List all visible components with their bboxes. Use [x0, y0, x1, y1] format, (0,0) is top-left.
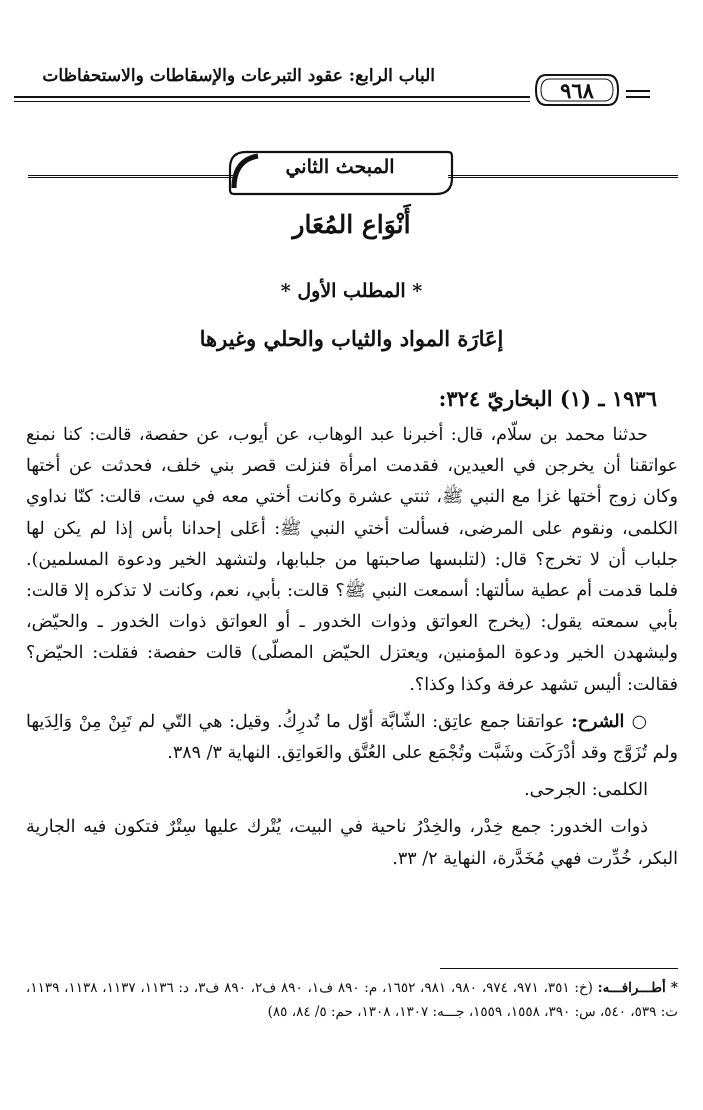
page-number: ٩٦٨	[560, 78, 594, 103]
footnote-rule	[440, 968, 678, 969]
note-text: ذوات الخدور: جمع خِدْر، والخِدْرُ ناحية في البيت، يُتْرك عليها سِتْرٌ فتكون فيه الجارية البكر، خُدِّرت فهي مُخَدَّرة، النهاية ٢/ ٣٣.	[26, 817, 678, 869]
note-paragraph	[26, 812, 678, 874]
header-dash	[626, 90, 650, 92]
header-rule	[14, 96, 530, 98]
header-rule-thin	[14, 101, 530, 102]
main-body	[26, 420, 678, 875]
hadith-text: حدثنا محمد بن سلّام، قال: أخبرنا عبد الوهاب، عن أيوب، عن حفصة، قالت: كنا نمنع عواتقنا أن يخرجن في العيدين، فقدمت امرأة فنزلت قصر بني خلف، فحدثت عن أختها وكان زوج أختها غزا مع النبي ﷺ، ثنتي عشرة وكانت أختي معه في ست، قالت: كنّا نداوي الكلمى، ونقوم على المرضى، فسألت أختي النبي ﷺ: أعَلى إحدانا بأس إذا لم يكن لها جلباب أن لا تخرج؟ قال: (لتلبسها صاحبتها من جلبابها، ولتشهد الخير ودعوة المسلمين). فلما قدمت أم عطية سألتها: أسمعت النبي ﷺ؟ قالت: بأبي، نعم، وكانت لا تذكره إلا قالت: بأبي سمعته يقول: (يخرج العواتق وذوات الخدور ـ أو العواتق ذوات الخدور ـ والحيّض، وليشهدن الخير ودعوة المؤمنين، ويعتزل الحيّض المصلّى) قالت حفصة: فقلت: الحيّض؟ فقالت: أليس تشهد عرفة وكذا وكذا؟.	[26, 425, 678, 695]
running-header: الباب الرابع: عقود التبرعات والإسقاطات والاستحفاظات	[42, 66, 435, 86]
note-text: عواتقنا جمع عاتِق: الشّابَّة أوّل ما تُدرِكُ. وقيل: هي التّي لم تَبِنْ مِنْ وَالِدَيها ولم تُزَوَّج وقد أدْرَكَت وشَبَّت وتُجْمَع على العُتَّق والعَواتِق. النهاية ٣/ ٣٨٩.	[26, 711, 678, 764]
section-rule-right	[448, 175, 678, 178]
section-title: المبحث الثاني	[285, 156, 395, 178]
footnote-lead: * أطـــرافـــه:	[597, 980, 678, 996]
note-text: الكلمى: الجرحى.	[524, 780, 648, 801]
note-paragraph	[26, 775, 678, 806]
subsection-title: * المطلب الأول *	[280, 280, 423, 302]
chapter-title: أَنْوَاع المُعَار	[292, 210, 411, 239]
footnote-text: (خ: ٣٥١، ٩٧١، ٩٧٤، ٩٨٠، ٩٨١، ١٦٥٢، م: ٨٩٠ ف١، ٨٩٠ ف٢، ٨٩٠ ف٣، د: ١١٣٦، ١١٣٧، ١١٣٨، ١١٣٩، ت: ٥٣٩، ٥٤٠، س: ٣٩٠، ١٥٥٨، ١٥٥٩، جـــه: ١٣٠٧، ١٣٠٨، حم: ٥/ ٨٤، ٨٥)	[26, 980, 678, 1020]
hadith-heading: ١٩٣٦ ـ (١) البخاريّ ٣٢٤:	[438, 386, 657, 411]
subsection-subtitle: إعَارَة المواد والثياب والحلي وغيرها	[199, 326, 504, 351]
section-rule-left	[28, 175, 234, 178]
header-dash	[626, 96, 650, 98]
note-lead: ○ الشرح:	[571, 711, 648, 732]
note-paragraph	[26, 707, 678, 769]
footnote	[26, 976, 678, 1024]
